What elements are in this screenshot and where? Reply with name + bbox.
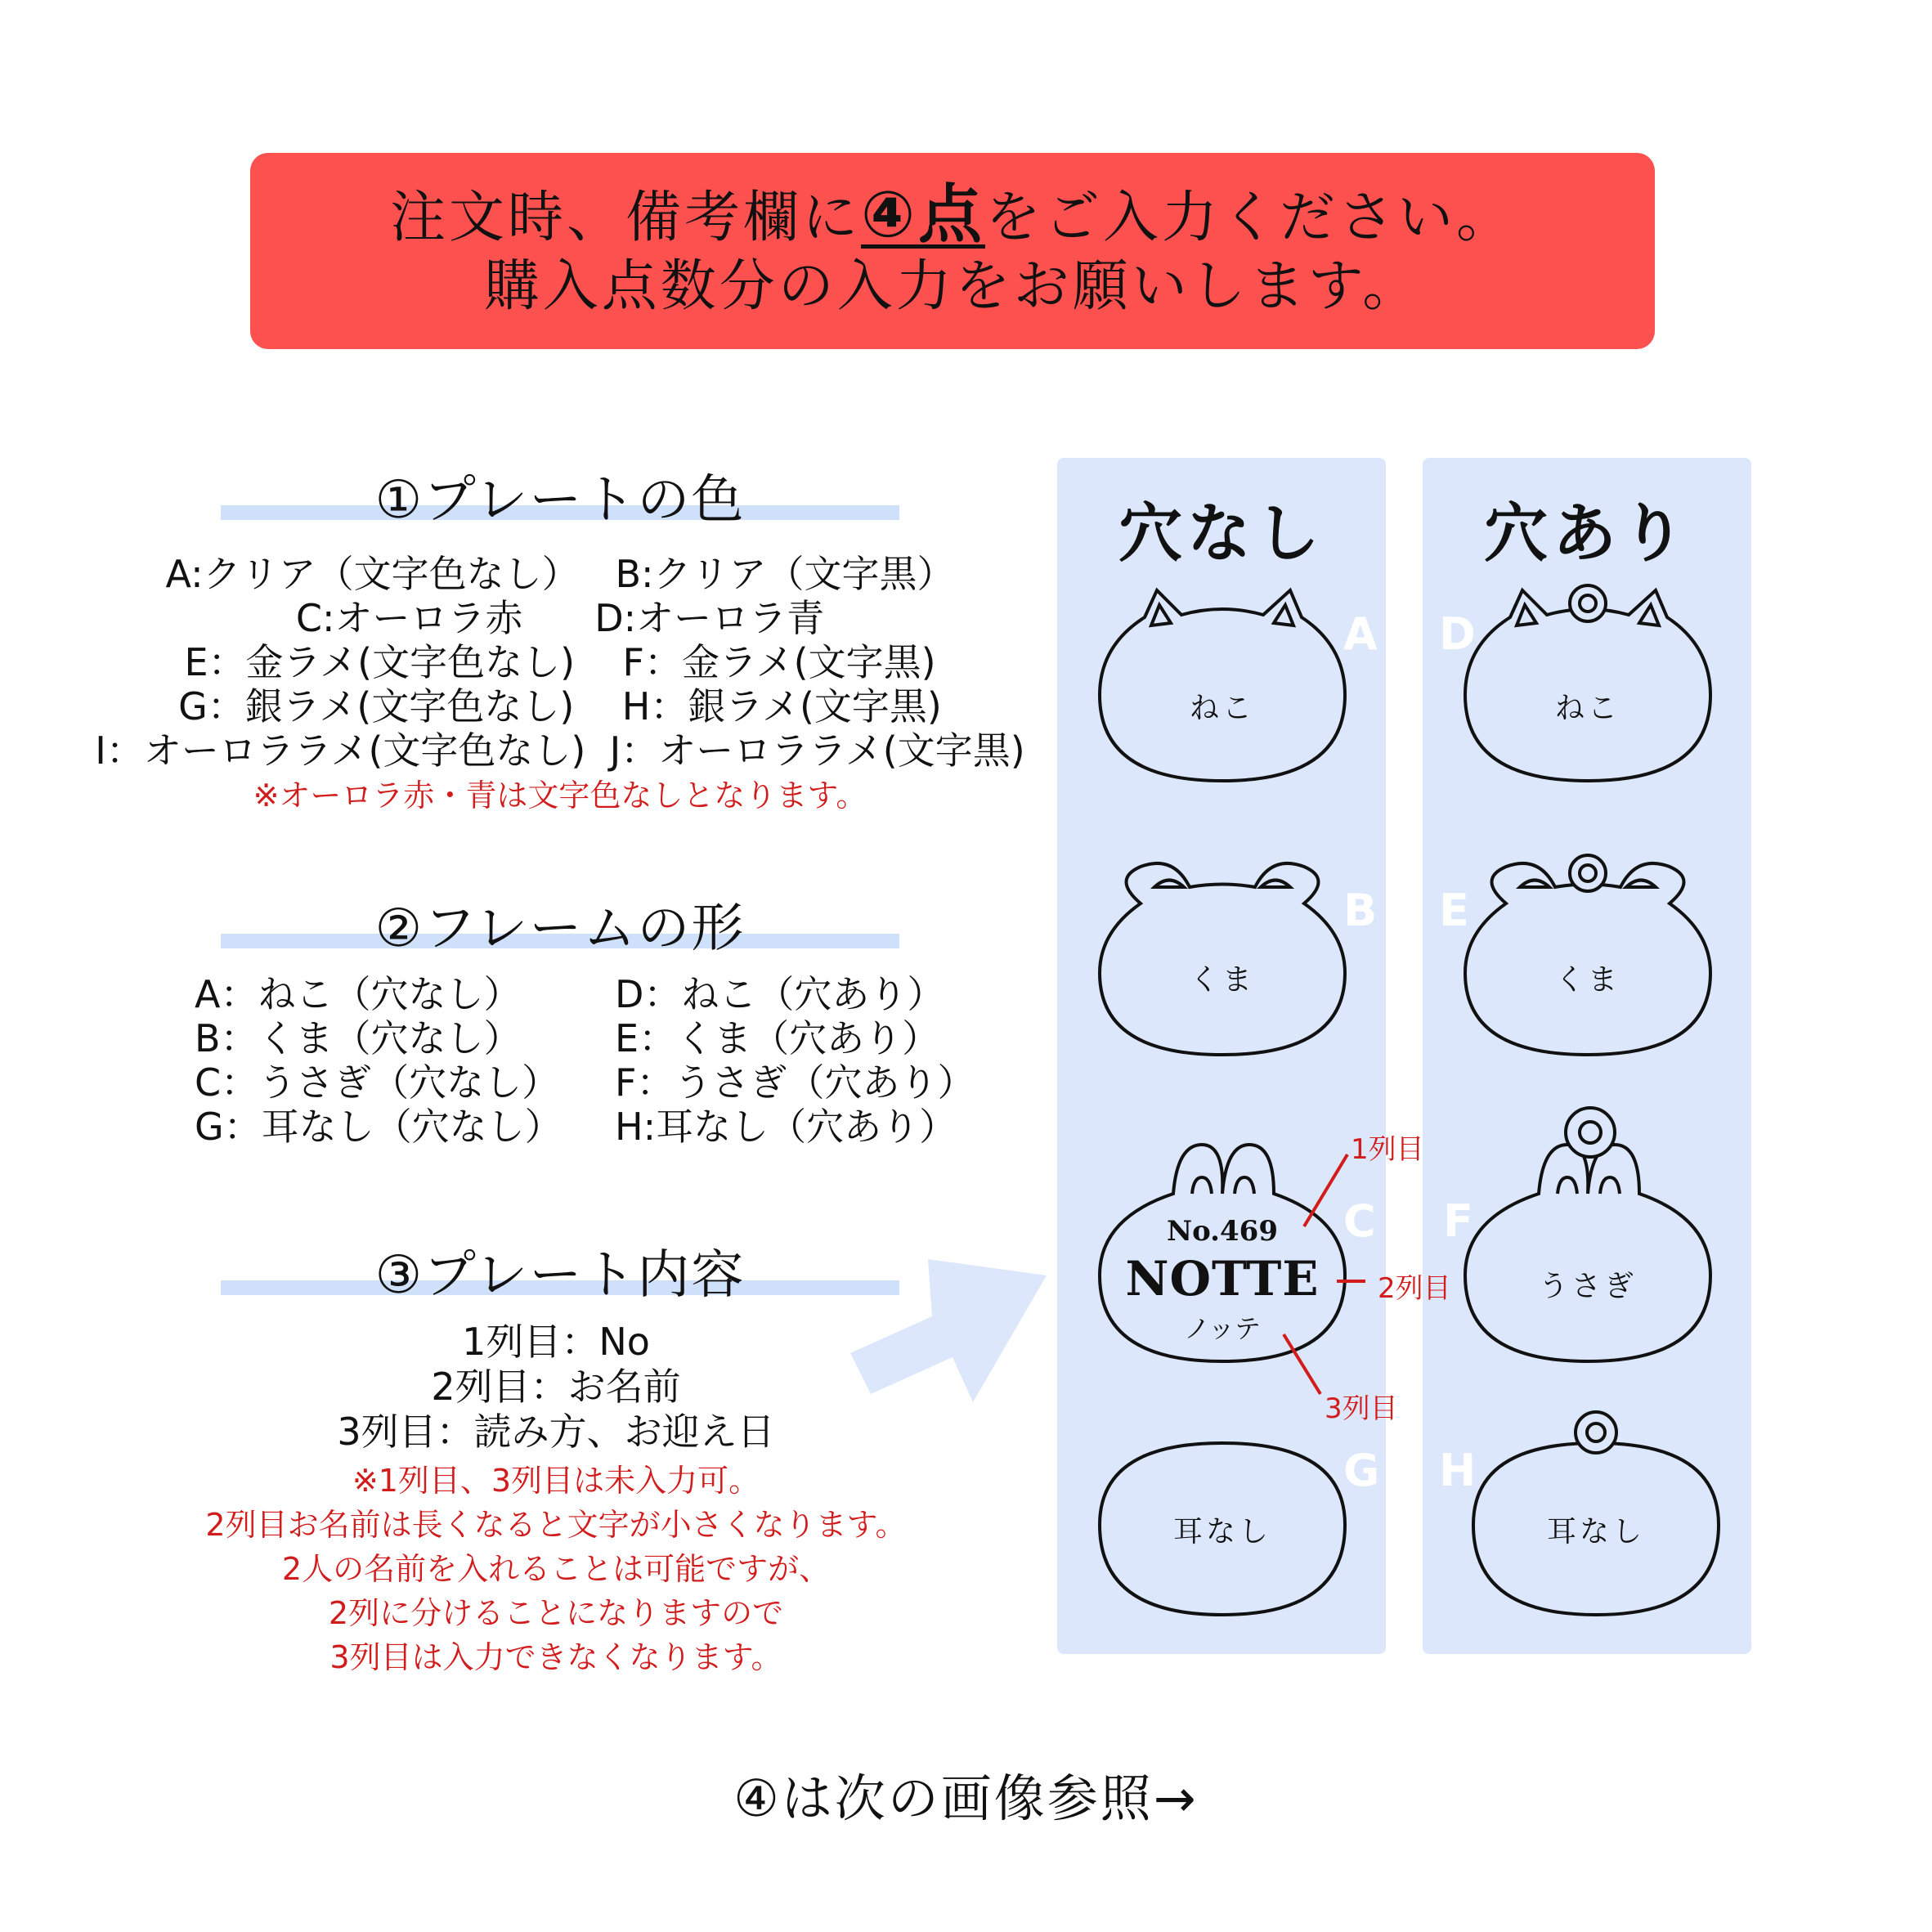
- color-option-h: H：銀ラメ(文字黒): [621, 684, 942, 728]
- color-option-a: A:クリア（文字色なし）: [165, 552, 580, 596]
- callout-label-1: 1列目: [1351, 1133, 1424, 1166]
- sample-line-3: ノッテ: [1184, 1313, 1261, 1344]
- content-note-3: 2人の名前を入れることは可能ですが、: [281, 1551, 831, 1587]
- frame-option-c: C：うさぎ（穴なし）: [195, 1060, 560, 1105]
- frame-option-d: D：ねこ（穴あり）: [615, 972, 945, 1016]
- shape-label-g: 耳なし: [1172, 1515, 1271, 1549]
- section1-note: ※オーロラ赤・青は文字色なしとなります。: [253, 778, 867, 814]
- shape-letter-h: H: [1439, 1445, 1477, 1496]
- frame-option-h: H:耳なし（穴あり）: [615, 1105, 957, 1149]
- content-note-5: 3列目は入力できなくなります。: [329, 1639, 782, 1675]
- shape-label-d: ねこ: [1554, 692, 1620, 725]
- content-line-1: 1列目：No: [462, 1320, 650, 1364]
- shape-label-f: うさぎ: [1538, 1270, 1637, 1303]
- frame-option-b: B：くま（穴なし）: [195, 1016, 522, 1060]
- footer-next-image: ④は次の画像参照→: [733, 1768, 1199, 1828]
- callout-label-3: 3列目: [1325, 1392, 1398, 1425]
- banner-text-post: をご入力ください。: [985, 186, 1516, 250]
- content-note-1: ※1列目、3列目は未入力可。: [352, 1463, 760, 1499]
- content-line-3: 3列目：読み方、お迎え日: [337, 1410, 775, 1454]
- shape-label-h: 耳なし: [1546, 1515, 1645, 1549]
- color-option-g: G：銀ラメ(文字色なし): [178, 684, 575, 728]
- content-note-4: 2列に分けることになりますので: [328, 1595, 784, 1631]
- shape-label-a: ねこ: [1189, 692, 1255, 725]
- column-heading-with-hole: 穴あり: [1483, 497, 1690, 571]
- shape-label-e: くま: [1554, 963, 1620, 997]
- arrow-icon: [850, 1259, 1047, 1402]
- banner-line-2: 購入点数分の入力をお願いします。: [483, 254, 1422, 319]
- color-option-f: F：金ラメ(文字黒): [622, 640, 936, 684]
- frame-option-e: E：くま（穴あり）: [615, 1016, 940, 1060]
- frame-option-f: F：うさぎ（穴あり）: [615, 1060, 975, 1105]
- shape-letter-d: D: [1439, 608, 1476, 660]
- column-heading-no-hole: 穴なし: [1118, 497, 1325, 571]
- section1-title: ①プレートの色: [374, 470, 746, 531]
- color-option-d: D:オーロラ青: [594, 596, 825, 640]
- shape-letter-a: A: [1343, 608, 1378, 660]
- color-option-e: E：金ラメ(文字色なし): [184, 640, 576, 684]
- section3-title: ③プレート内容: [374, 1245, 746, 1306]
- sample-line-2: NOTTE: [1125, 1251, 1320, 1307]
- rabbit-frame-with-hole-icon: [1465, 1108, 1710, 1361]
- bear-frame-with-hole-icon: [1465, 855, 1710, 1055]
- shape-letter-e: E: [1439, 885, 1469, 936]
- banner-text-pre: 注文時、備考欄に: [389, 186, 861, 250]
- shape-letter-c: C: [1343, 1195, 1376, 1247]
- frame-option-a: A：ねこ（穴なし）: [195, 972, 522, 1016]
- shape-letter-g: G: [1343, 1445, 1380, 1496]
- color-option-i: I：オーロララメ(文字色なし): [95, 728, 586, 773]
- color-option-b: B:クリア（文字黒）: [615, 552, 955, 596]
- frame-option-g: G：耳なし（穴なし）: [195, 1105, 563, 1149]
- shape-label-b: くま: [1189, 963, 1255, 997]
- banner-emphasis: ④点: [860, 178, 986, 252]
- sample-line-1: No.469: [1167, 1215, 1278, 1248]
- shape-letter-f: F: [1443, 1195, 1473, 1247]
- section2-title: ②フレームの形: [374, 899, 746, 959]
- cat-frame-with-hole-icon: [1465, 585, 1710, 781]
- color-option-j: J：オーロララメ(文字黒): [609, 728, 1025, 773]
- color-option-c: C:オーロラ赤: [295, 596, 523, 640]
- content-line-2: 2列目：お名前: [431, 1365, 681, 1409]
- callout-label-2: 2列目: [1378, 1272, 1451, 1305]
- content-note-2: 2列目お名前は長くなると文字が小さくなります。: [205, 1507, 907, 1543]
- shape-letter-b: B: [1343, 885, 1378, 936]
